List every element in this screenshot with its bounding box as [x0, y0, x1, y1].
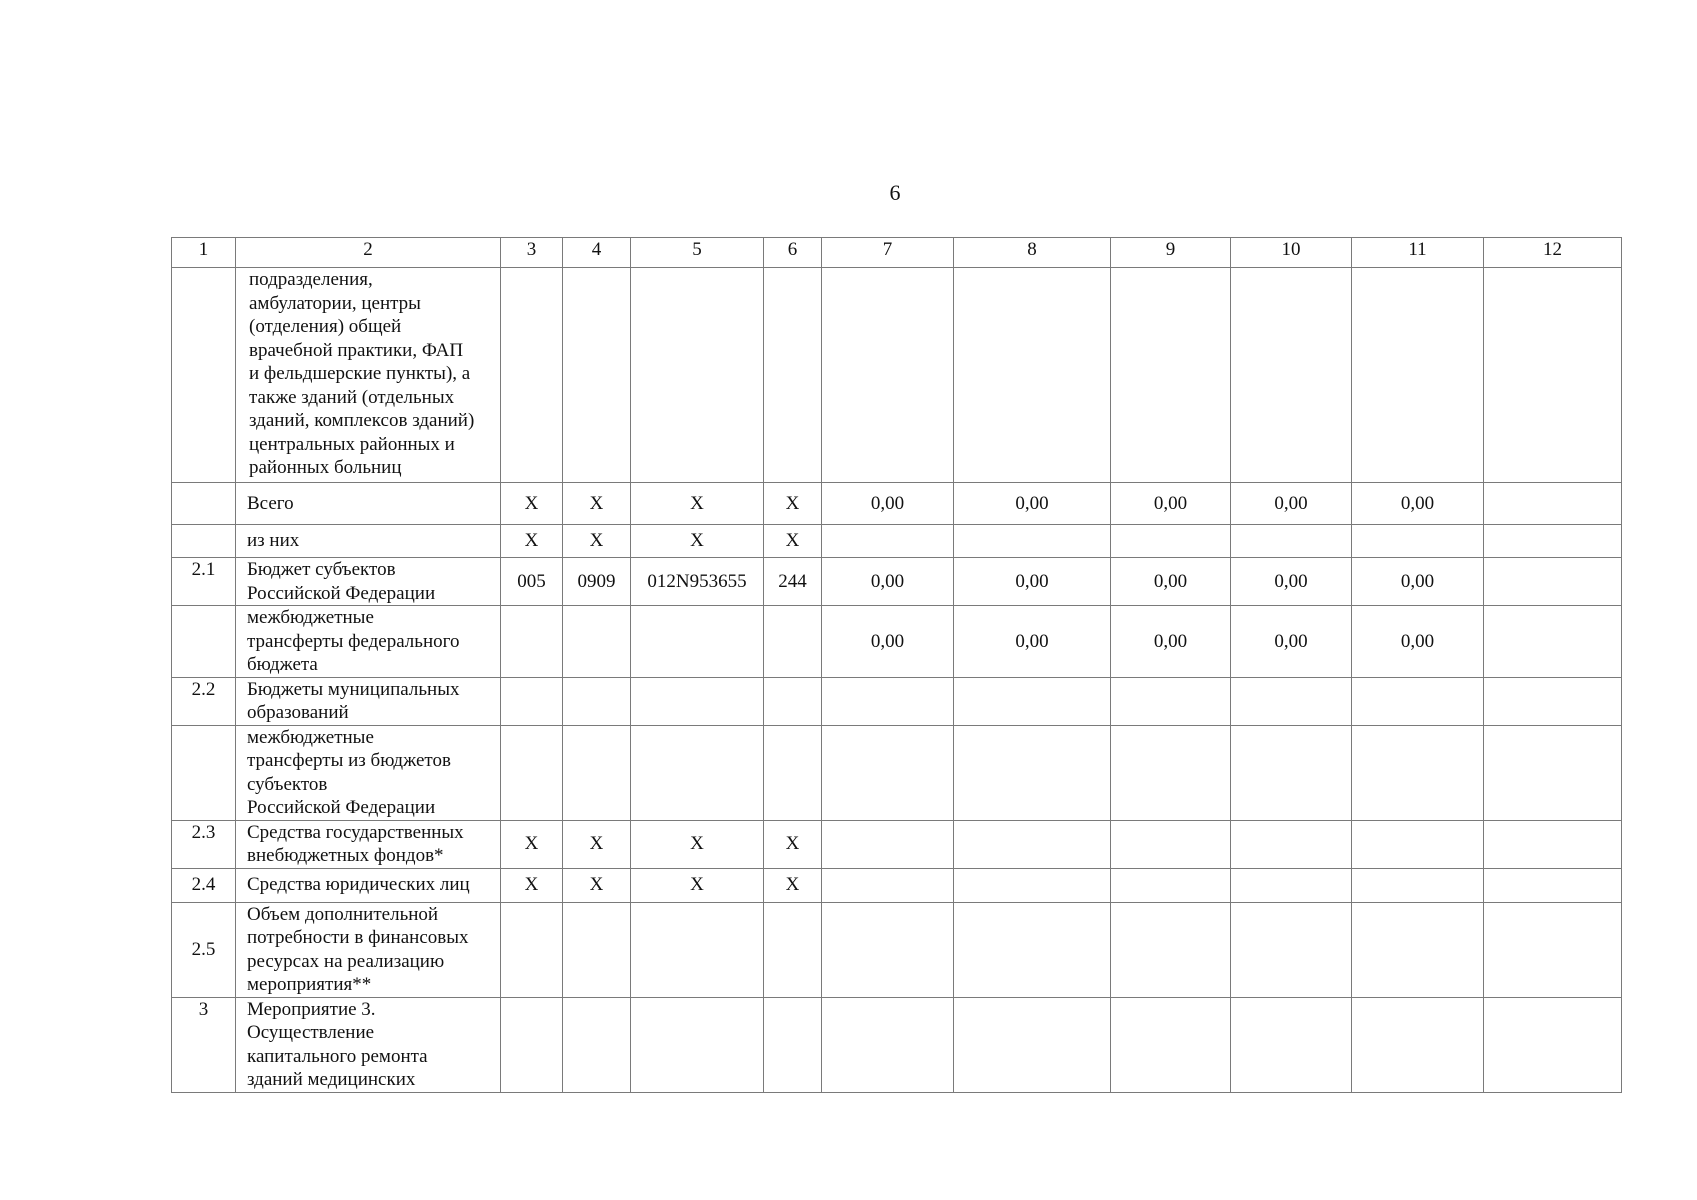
amount-cell [954, 525, 1111, 558]
amount-cell [1484, 677, 1622, 725]
code-admin-cell: X [501, 820, 563, 868]
amount-cell [822, 268, 954, 483]
column-number-cell: 1 [172, 238, 236, 268]
column-number-cell: 9 [1111, 238, 1231, 268]
row-number-cell: 2.2 [172, 677, 236, 725]
amount-cell [1484, 558, 1622, 606]
code-target-cell: X [631, 820, 764, 868]
code-expense-cell [764, 606, 822, 678]
amount-cell [954, 902, 1111, 997]
amount-cell [1352, 677, 1484, 725]
code-target-cell [631, 677, 764, 725]
amount-cell [954, 677, 1111, 725]
column-number-cell: 10 [1231, 238, 1352, 268]
row-name-cell: Средства государственных внебюджетных фондов* [236, 820, 501, 868]
code-section-cell: X [563, 820, 631, 868]
table-row [172, 820, 1622, 868]
code-admin-cell [501, 725, 563, 820]
code-expense-cell: X [764, 525, 822, 558]
amount-cell [822, 820, 954, 868]
row-name-cell: межбюджетные трансферты из бюджетов субъектов Российской Федерации [236, 725, 501, 820]
amount-cell [1484, 483, 1622, 525]
row-number-cell: 2.3 [172, 820, 236, 868]
code-target-cell [631, 997, 764, 1092]
amount-cell [1484, 606, 1622, 678]
amount-cell: 0,00 [954, 483, 1111, 525]
column-number-cell: 11 [1352, 238, 1484, 268]
amount-cell: 0,00 [1111, 483, 1231, 525]
amount-cell [1231, 902, 1352, 997]
column-number-cell: 4 [563, 238, 631, 268]
code-target-cell: X [631, 525, 764, 558]
amount-cell [954, 868, 1111, 902]
code-expense-cell [764, 268, 822, 483]
amount-cell [1352, 902, 1484, 997]
code-expense-cell [764, 677, 822, 725]
page-number: 6 [889, 180, 901, 205]
code-target-cell [631, 606, 764, 678]
column-number-cell: 8 [954, 238, 1111, 268]
row-name-cell: подразделения, амбулатории, центры (отделения) общей врачебной практики, ФАП и фельдшерские пункты), а также зданий (отдельных зданий, комплексов зданий) центральных районных и районных больниц [236, 268, 501, 483]
code-section-cell: X [563, 525, 631, 558]
code-target-cell [631, 902, 764, 997]
column-number-row [172, 238, 1622, 268]
amount-cell [822, 677, 954, 725]
code-admin-cell [501, 606, 563, 678]
amount-cell: 0,00 [1111, 558, 1231, 606]
code-section-cell [563, 997, 631, 1092]
table-body [172, 238, 1622, 1093]
amount-cell: 0,00 [1231, 483, 1352, 525]
amount-cell [822, 725, 954, 820]
table-row [172, 997, 1622, 1092]
amount-cell [1231, 725, 1352, 820]
amount-cell: 0,00 [1352, 606, 1484, 678]
amount-cell: 0,00 [1111, 606, 1231, 678]
row-name-cell: из них [236, 525, 501, 558]
budget-table [171, 237, 1622, 1093]
code-admin-cell: X [501, 483, 563, 525]
table-row [172, 268, 1622, 483]
code-target-cell [631, 268, 764, 483]
table-row [172, 677, 1622, 725]
amount-cell [1231, 820, 1352, 868]
code-section-cell [563, 725, 631, 820]
code-target-cell [631, 725, 764, 820]
row-number-cell: 2.1 [172, 558, 236, 606]
table-row [172, 606, 1622, 678]
amount-cell [1484, 997, 1622, 1092]
amount-cell [1484, 725, 1622, 820]
amount-cell [1231, 997, 1352, 1092]
amount-cell: 0,00 [1231, 558, 1352, 606]
row-number-cell [172, 606, 236, 678]
code-admin-cell: X [501, 525, 563, 558]
amount-cell [1111, 268, 1231, 483]
code-section-cell: X [563, 483, 631, 525]
code-section-cell [563, 606, 631, 678]
code-expense-cell: X [764, 483, 822, 525]
row-name-cell: Бюджеты муниципальных образований [236, 677, 501, 725]
table-row [172, 725, 1622, 820]
amount-cell [954, 268, 1111, 483]
amount-cell [1111, 525, 1231, 558]
code-admin-cell [501, 902, 563, 997]
amount-cell [822, 997, 954, 1092]
amount-cell [1111, 725, 1231, 820]
row-name-cell: Всего [236, 483, 501, 525]
code-admin-cell [501, 997, 563, 1092]
amount-cell [954, 725, 1111, 820]
row-number-cell [172, 483, 236, 525]
amount-cell: 0,00 [1352, 483, 1484, 525]
code-expense-cell [764, 902, 822, 997]
column-number-cell: 12 [1484, 238, 1622, 268]
code-section-cell [563, 268, 631, 483]
amount-cell [1352, 868, 1484, 902]
amount-cell [1352, 525, 1484, 558]
amount-cell [1484, 868, 1622, 902]
column-number-cell: 5 [631, 238, 764, 268]
amount-cell [954, 820, 1111, 868]
row-number-cell [172, 268, 236, 483]
amount-cell [1352, 725, 1484, 820]
amount-cell [1231, 525, 1352, 558]
code-section-cell [563, 902, 631, 997]
row-name-cell: межбюджетные трансферты федерального бюджета [236, 606, 501, 678]
code-expense-cell [764, 997, 822, 1092]
amount-cell [1111, 820, 1231, 868]
column-number-cell: 3 [501, 238, 563, 268]
amount-cell: 0,00 [1231, 606, 1352, 678]
column-number-cell: 6 [764, 238, 822, 268]
amount-cell: 0,00 [954, 558, 1111, 606]
table-row [172, 558, 1622, 606]
row-name-cell: Мероприятие 3. Осуществление капитального ремонта зданий медицинских [236, 997, 501, 1092]
code-expense-cell: 244 [764, 558, 822, 606]
row-name-cell: Средства юридических лиц [236, 868, 501, 902]
code-admin-cell [501, 268, 563, 483]
code-section-cell: X [563, 868, 631, 902]
amount-cell [822, 868, 954, 902]
row-number-cell: 2.4 [172, 868, 236, 902]
column-number-cell: 7 [822, 238, 954, 268]
amount-cell [822, 902, 954, 997]
code-expense-cell [764, 725, 822, 820]
row-name-cell: Объем дополнительной потребности в финансовых ресурсах на реализацию мероприятия** [236, 902, 501, 997]
amount-cell [954, 997, 1111, 1092]
amount-cell: 0,00 [822, 606, 954, 678]
code-section-cell: 0909 [563, 558, 631, 606]
table-row [172, 483, 1622, 525]
amount-cell: 0,00 [822, 558, 954, 606]
amount-cell [1111, 902, 1231, 997]
amount-cell: 0,00 [822, 483, 954, 525]
row-number-cell [172, 525, 236, 558]
code-target-cell: X [631, 483, 764, 525]
amount-cell [1352, 997, 1484, 1092]
amount-cell [1484, 525, 1622, 558]
table-row [172, 525, 1622, 558]
amount-cell [1111, 997, 1231, 1092]
row-number-cell [172, 725, 236, 820]
amount-cell: 0,00 [1352, 558, 1484, 606]
row-name-cell: Бюджет субъектов Российской Федерации [236, 558, 501, 606]
code-target-cell: X [631, 868, 764, 902]
code-expense-cell: X [764, 868, 822, 902]
code-admin-cell: X [501, 868, 563, 902]
amount-cell [1111, 868, 1231, 902]
amount-cell [1231, 677, 1352, 725]
amount-cell [1352, 820, 1484, 868]
amount-cell [1111, 677, 1231, 725]
code-section-cell [563, 677, 631, 725]
code-target-cell: 012N953655 [631, 558, 764, 606]
row-number-cell: 3 [172, 997, 236, 1092]
code-admin-cell: 005 [501, 558, 563, 606]
amount-cell [1484, 820, 1622, 868]
amount-cell [1352, 268, 1484, 483]
table-row [172, 868, 1622, 902]
code-admin-cell [501, 677, 563, 725]
amount-cell [1231, 268, 1352, 483]
code-expense-cell: X [764, 820, 822, 868]
table-row [172, 902, 1622, 997]
row-number-cell: 2.5 [172, 902, 236, 997]
column-number-cell: 2 [236, 238, 501, 268]
amount-cell [1231, 868, 1352, 902]
amount-cell [1484, 902, 1622, 997]
amount-cell [1484, 268, 1622, 483]
amount-cell: 0,00 [954, 606, 1111, 678]
amount-cell [822, 525, 954, 558]
